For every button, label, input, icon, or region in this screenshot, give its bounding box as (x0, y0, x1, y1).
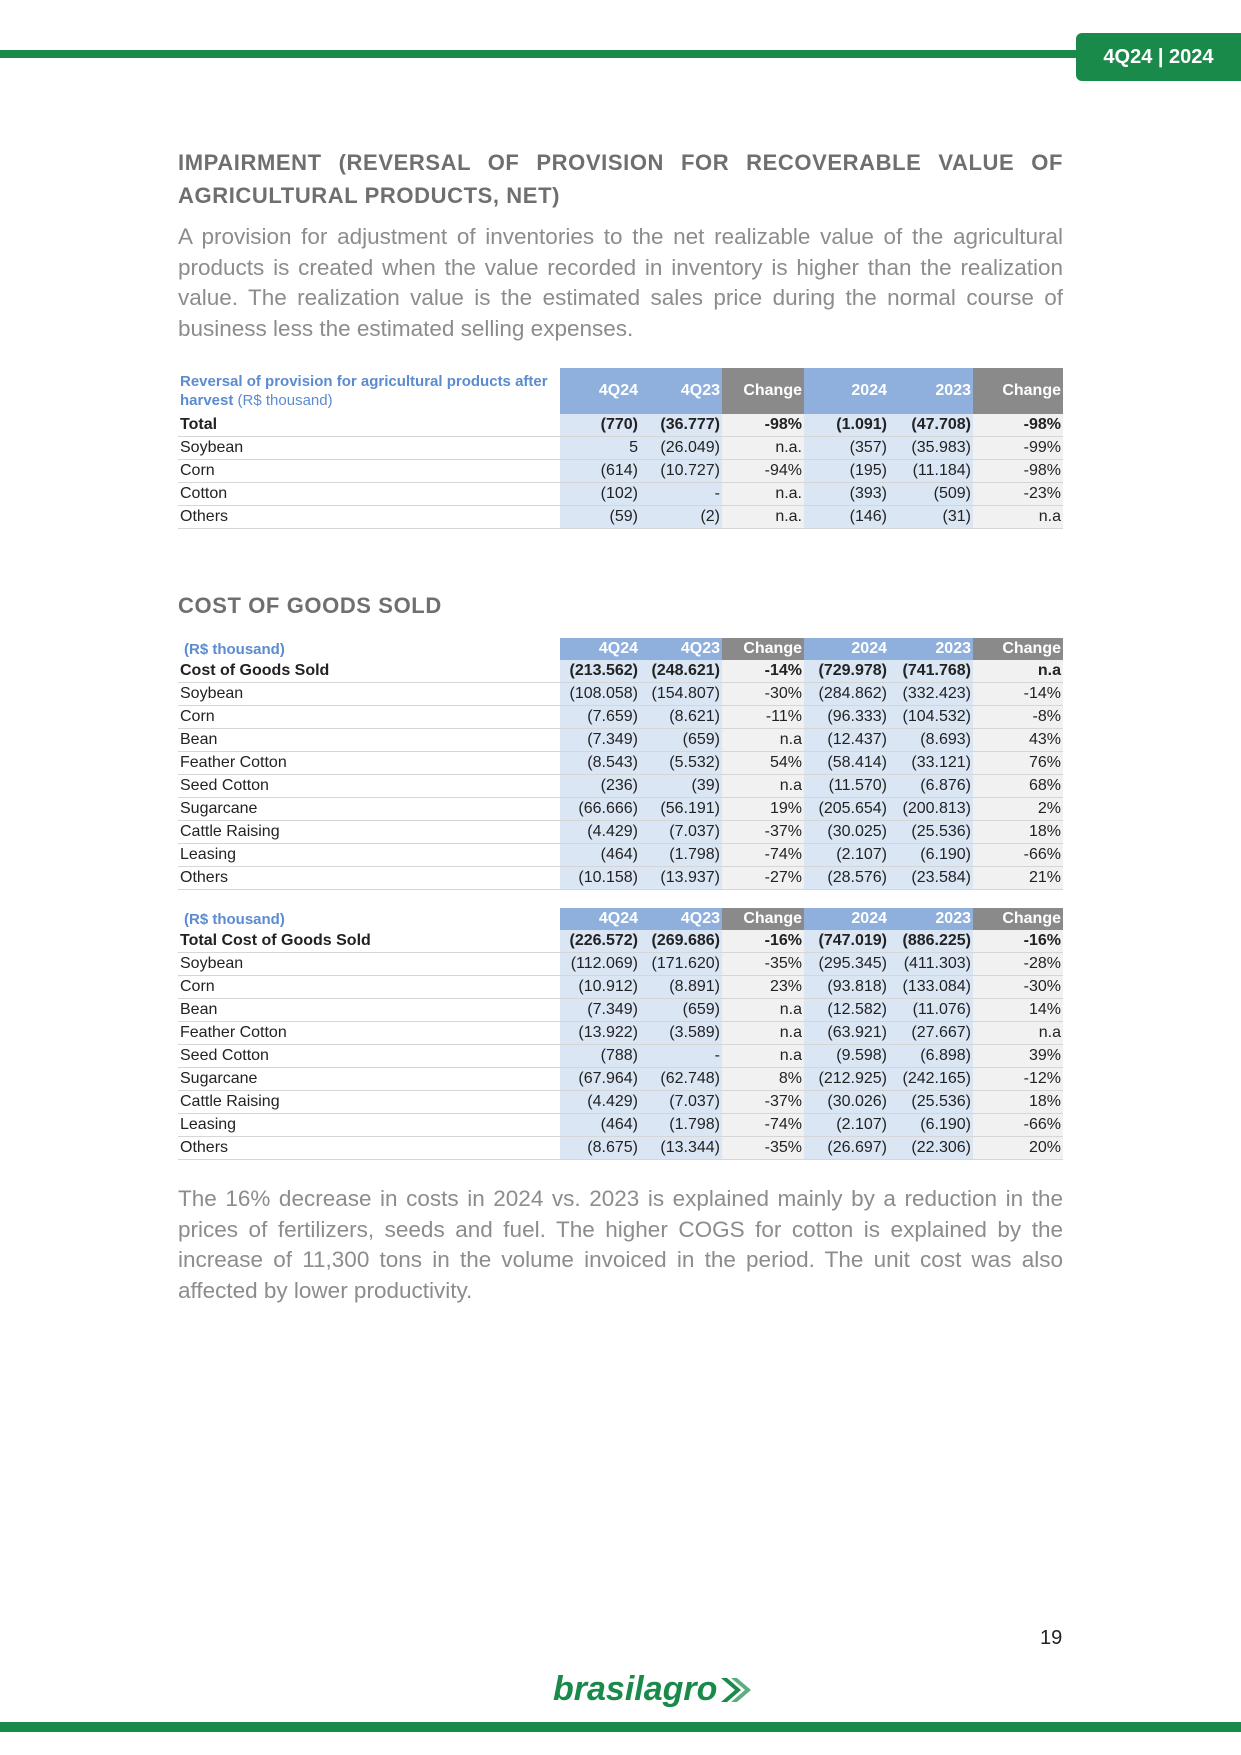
row-label: Bean (178, 729, 560, 752)
cell-value: (8.621) (640, 706, 722, 729)
cell-value: (747.019) (804, 930, 889, 953)
header-green-bar (0, 50, 1090, 58)
col-header: Change (722, 908, 804, 930)
cell-value: -98% (973, 460, 1063, 483)
cogs-paragraph: The 16% decrease in costs in 2024 vs. 2023 is explained mainly by a reduction in the prices of fertilizers, seeds and fuel. The higher COGS for cotton is explained by the increase of 11,300 tons in the volume invoiced in the period. The unit cost was also affected by lower productivity. (178, 1186, 1063, 1303)
table-row (178, 437, 1063, 460)
cell-value: (30.025) (804, 821, 889, 844)
cell-value: (133.084) (889, 976, 973, 999)
table-total-row (178, 660, 1063, 683)
impairment-table (178, 368, 1063, 529)
cell-value: -27% (722, 867, 804, 890)
cell-value: (8.543) (560, 752, 640, 775)
cell-value: (886.225) (889, 930, 973, 953)
cell-value: (3.589) (640, 1022, 722, 1045)
impairment-title: IMPAIRMENT (REVERSAL OF PROVISION FOR RECOVERABLE VALUE OF AGRICULTURAL PRODUCTS, NET) (178, 150, 1063, 208)
row-label: Others (178, 506, 560, 529)
table-row (178, 821, 1063, 844)
cell-value: -16% (973, 930, 1063, 953)
cell-value: -98% (722, 414, 804, 437)
row-label: Feather Cotton (178, 1022, 560, 1045)
cell-value: n.a (722, 1022, 804, 1045)
cell-value: (108.058) (560, 683, 640, 706)
total-cogs-table (178, 908, 1063, 1160)
table-row (178, 1022, 1063, 1045)
cell-value: (10.727) (640, 460, 722, 483)
table-row (178, 1137, 1063, 1160)
table-row (178, 460, 1063, 483)
cell-value: (11.570) (804, 775, 889, 798)
table-row (178, 706, 1063, 729)
cell-value: (39) (640, 775, 722, 798)
cell-value: -66% (973, 844, 1063, 867)
row-label: Corn (178, 976, 560, 999)
cell-value: (205.654) (804, 798, 889, 821)
cell-value: (2.107) (804, 1114, 889, 1137)
cell-value: -14% (722, 660, 804, 683)
cell-value: (11.184) (889, 460, 973, 483)
cell-value: (212.925) (804, 1068, 889, 1091)
cell-value: -94% (722, 460, 804, 483)
cell-value: (226.572) (560, 930, 640, 953)
cell-value: (23.584) (889, 867, 973, 890)
cell-value: (171.620) (640, 953, 722, 976)
row-label: Total Cost of Goods Sold (178, 930, 560, 953)
cell-value: (659) (640, 999, 722, 1022)
cell-value: (10.912) (560, 976, 640, 999)
row-label: Others (178, 1137, 560, 1160)
cell-value: n.a (722, 775, 804, 798)
cell-value: (2) (640, 506, 722, 529)
cogs-table-label: (R$ thousand) (184, 640, 285, 658)
cell-value: (4.429) (560, 1091, 640, 1114)
row-label: Cost of Goods Sold (178, 660, 560, 683)
table-row (178, 683, 1063, 706)
cell-value: (25.536) (889, 821, 973, 844)
cell-value: 39% (973, 1045, 1063, 1068)
cell-value: -66% (973, 1114, 1063, 1137)
cell-value: (8.891) (640, 976, 722, 999)
col-header: Change (722, 368, 804, 414)
page-number: 19 (1040, 1627, 1063, 1649)
table-total-row (178, 930, 1063, 953)
main-content (178, 146, 1063, 1306)
cell-value: (10.158) (560, 867, 640, 890)
cell-value: n.a (973, 660, 1063, 683)
cell-value: n.a (722, 1045, 804, 1068)
cell-value: n.a (722, 729, 804, 752)
row-label: Seed Cotton (178, 1045, 560, 1068)
cell-value: -35% (722, 1137, 804, 1160)
cell-value: (12.582) (804, 999, 889, 1022)
cell-value: -8% (973, 706, 1063, 729)
cell-value: (63.921) (804, 1022, 889, 1045)
row-label: Feather Cotton (178, 752, 560, 775)
cell-value: (269.686) (640, 930, 722, 953)
table-total-row (178, 414, 1063, 437)
cell-value: -35% (722, 953, 804, 976)
cell-value: (729.978) (804, 660, 889, 683)
cell-value: -37% (722, 821, 804, 844)
cell-value: 18% (973, 1091, 1063, 1114)
cell-value: (7.037) (640, 1091, 722, 1114)
table-row (178, 775, 1063, 798)
cell-value: (8.675) (560, 1137, 640, 1160)
row-label: Cattle Raising (178, 821, 560, 844)
row-label: Soybean (178, 683, 560, 706)
cell-value: (104.532) (889, 706, 973, 729)
col-header: Change (973, 908, 1063, 930)
cell-value: (7.349) (560, 729, 640, 752)
cell-value: n.a (973, 1022, 1063, 1045)
cell-value: (36.777) (640, 414, 722, 437)
impairment-table-label: Reversal of provision for agricultural products after harvest (R$ thousand) (180, 373, 548, 409)
cell-value: 14% (973, 999, 1063, 1022)
cell-value: - (640, 1045, 722, 1068)
cell-value: (33.121) (889, 752, 973, 775)
cell-value: (4.429) (560, 821, 640, 844)
cell-value: (195) (804, 460, 889, 483)
cell-value: (67.964) (560, 1068, 640, 1091)
row-label: Cotton (178, 483, 560, 506)
cell-value: (248.621) (640, 660, 722, 683)
cell-value: (6.898) (889, 1045, 973, 1068)
cell-value: (788) (560, 1045, 640, 1068)
table-row (178, 1091, 1063, 1114)
cell-value: (659) (640, 729, 722, 752)
cell-value: (411.303) (889, 953, 973, 976)
col-header: 4Q24 (560, 908, 640, 930)
cell-value: -30% (973, 976, 1063, 999)
cell-value: (59) (560, 506, 640, 529)
cell-value: (93.818) (804, 976, 889, 999)
col-header: 4Q23 (640, 908, 722, 930)
col-header: 2023 (889, 638, 973, 660)
cell-value: 21% (973, 867, 1063, 890)
cell-value: (28.576) (804, 867, 889, 890)
cell-value: (56.191) (640, 798, 722, 821)
col-header: Change (973, 368, 1063, 414)
cell-value: (25.536) (889, 1091, 973, 1114)
period-badge: 4Q24 | 2024 (1076, 33, 1241, 81)
table-row (178, 729, 1063, 752)
cell-value: (13.937) (640, 867, 722, 890)
cell-value: (1.798) (640, 844, 722, 867)
cell-value: (614) (560, 460, 640, 483)
cell-value: (5.532) (640, 752, 722, 775)
cogs-table (178, 638, 1063, 890)
cell-value: -98% (973, 414, 1063, 437)
cell-value: n.a. (722, 437, 804, 460)
col-header: 2023 (889, 368, 973, 414)
cell-value: n.a (973, 506, 1063, 529)
row-label: Bean (178, 999, 560, 1022)
cell-value: (741.768) (889, 660, 973, 683)
row-label: Total (178, 414, 560, 437)
cell-value: -11% (722, 706, 804, 729)
cell-value: (393) (804, 483, 889, 506)
cell-value: -74% (722, 1114, 804, 1137)
row-label: Corn (178, 706, 560, 729)
row-label: Soybean (178, 953, 560, 976)
cell-value: -37% (722, 1091, 804, 1114)
col-header: 2024 (804, 638, 889, 660)
cell-value: (26.697) (804, 1137, 889, 1160)
cell-value: (1.091) (804, 414, 889, 437)
col-header: 4Q24 (560, 368, 640, 414)
table-row (178, 867, 1063, 890)
cell-value: - (640, 483, 722, 506)
cell-value: (2.107) (804, 844, 889, 867)
table-row (178, 506, 1063, 529)
cell-value: (12.437) (804, 729, 889, 752)
table-row (178, 953, 1063, 976)
cell-value: (332.423) (889, 683, 973, 706)
cell-value: (112.069) (560, 953, 640, 976)
cell-value: (27.667) (889, 1022, 973, 1045)
cell-value: (236) (560, 775, 640, 798)
table-row (178, 976, 1063, 999)
cell-value: (6.876) (889, 775, 973, 798)
row-label: Leasing (178, 1114, 560, 1137)
cell-value: (7.349) (560, 999, 640, 1022)
table-row (178, 999, 1063, 1022)
cell-value: 43% (973, 729, 1063, 752)
cell-value: (213.562) (560, 660, 640, 683)
cell-value: 20% (973, 1137, 1063, 1160)
cell-value: (295.345) (804, 953, 889, 976)
cell-value: -23% (973, 483, 1063, 506)
cell-value: 8% (722, 1068, 804, 1091)
cell-value: (6.190) (889, 1114, 973, 1137)
cell-value: (284.862) (804, 683, 889, 706)
cell-value: (47.708) (889, 414, 973, 437)
cell-value: (200.813) (889, 798, 973, 821)
cell-value: 18% (973, 821, 1063, 844)
table-row (178, 1114, 1063, 1137)
cell-value: (26.049) (640, 437, 722, 460)
cell-value: n.a. (722, 483, 804, 506)
table-row (178, 1068, 1063, 1091)
cell-value: (509) (889, 483, 973, 506)
cell-value: (357) (804, 437, 889, 460)
cell-value: 19% (722, 798, 804, 821)
table-row (178, 798, 1063, 821)
row-label: Corn (178, 460, 560, 483)
footer-green-bar (0, 1722, 1241, 1732)
cell-value: (62.748) (640, 1068, 722, 1091)
brasilagro-logo (553, 1670, 753, 1709)
cell-value: (7.037) (640, 821, 722, 844)
cell-value: (8.693) (889, 729, 973, 752)
cell-value: (154.807) (640, 683, 722, 706)
cell-value: -74% (722, 844, 804, 867)
row-label: Cattle Raising (178, 1091, 560, 1114)
cell-value: n.a. (722, 506, 804, 529)
row-label: Soybean (178, 437, 560, 460)
chevron-arrows-icon (719, 1675, 753, 1705)
table-row (178, 844, 1063, 867)
cell-value: 68% (973, 775, 1063, 798)
cell-value: 5 (560, 437, 640, 460)
cell-value: (464) (560, 1114, 640, 1137)
cell-value: 2% (973, 798, 1063, 821)
row-label: Sugarcane (178, 1068, 560, 1091)
table-row (178, 483, 1063, 506)
cell-value: (30.026) (804, 1091, 889, 1114)
cell-value: (31) (889, 506, 973, 529)
cell-value: (22.306) (889, 1137, 973, 1160)
cell-value: -28% (973, 953, 1063, 976)
cell-value: (13.344) (640, 1137, 722, 1160)
cell-value: -12% (973, 1068, 1063, 1091)
cell-value: (9.598) (804, 1045, 889, 1068)
col-header: 2024 (804, 368, 889, 414)
cell-value: -99% (973, 437, 1063, 460)
cell-value: -14% (973, 683, 1063, 706)
row-label: Leasing (178, 844, 560, 867)
cell-value: -16% (722, 930, 804, 953)
col-header: Change (973, 638, 1063, 660)
col-header: 4Q23 (640, 638, 722, 660)
cell-value: (7.659) (560, 706, 640, 729)
row-label: Others (178, 867, 560, 890)
row-label: Sugarcane (178, 798, 560, 821)
cell-value: (464) (560, 844, 640, 867)
cell-value: (13.922) (560, 1022, 640, 1045)
cell-value: (102) (560, 483, 640, 506)
col-header: Change (722, 638, 804, 660)
cell-value: (96.333) (804, 706, 889, 729)
cell-value: (11.076) (889, 999, 973, 1022)
col-header: 2024 (804, 908, 889, 930)
col-header: 4Q24 (560, 638, 640, 660)
cell-value: (58.414) (804, 752, 889, 775)
cell-value: (66.666) (560, 798, 640, 821)
table-row (178, 1045, 1063, 1068)
cell-value: -30% (722, 683, 804, 706)
logo-text: brasilagro (553, 1670, 718, 1708)
impairment-paragraph: A provision for adjustment of inventories to the net realizable value of the agricultural products is created when the value recorded in inventory is higher than the realization value. The realization value is the estimated sales price during the normal course of business less the estimated selling expenses. (178, 224, 1063, 341)
cell-value: (770) (560, 414, 640, 437)
col-header: 4Q23 (640, 368, 722, 414)
table-row (178, 752, 1063, 775)
cell-value: (242.165) (889, 1068, 973, 1091)
col-header: 2023 (889, 908, 973, 930)
cell-value: (35.983) (889, 437, 973, 460)
cell-value: 76% (973, 752, 1063, 775)
row-label: Seed Cotton (178, 775, 560, 798)
cell-value: n.a (722, 999, 804, 1022)
cell-value: 23% (722, 976, 804, 999)
cogs-title: COST OF GOODS SOLD (178, 593, 442, 618)
cell-value: 54% (722, 752, 804, 775)
cell-value: (6.190) (889, 844, 973, 867)
total-cogs-table-label: (R$ thousand) (184, 910, 285, 928)
cell-value: (1.798) (640, 1114, 722, 1137)
cell-value: (146) (804, 506, 889, 529)
